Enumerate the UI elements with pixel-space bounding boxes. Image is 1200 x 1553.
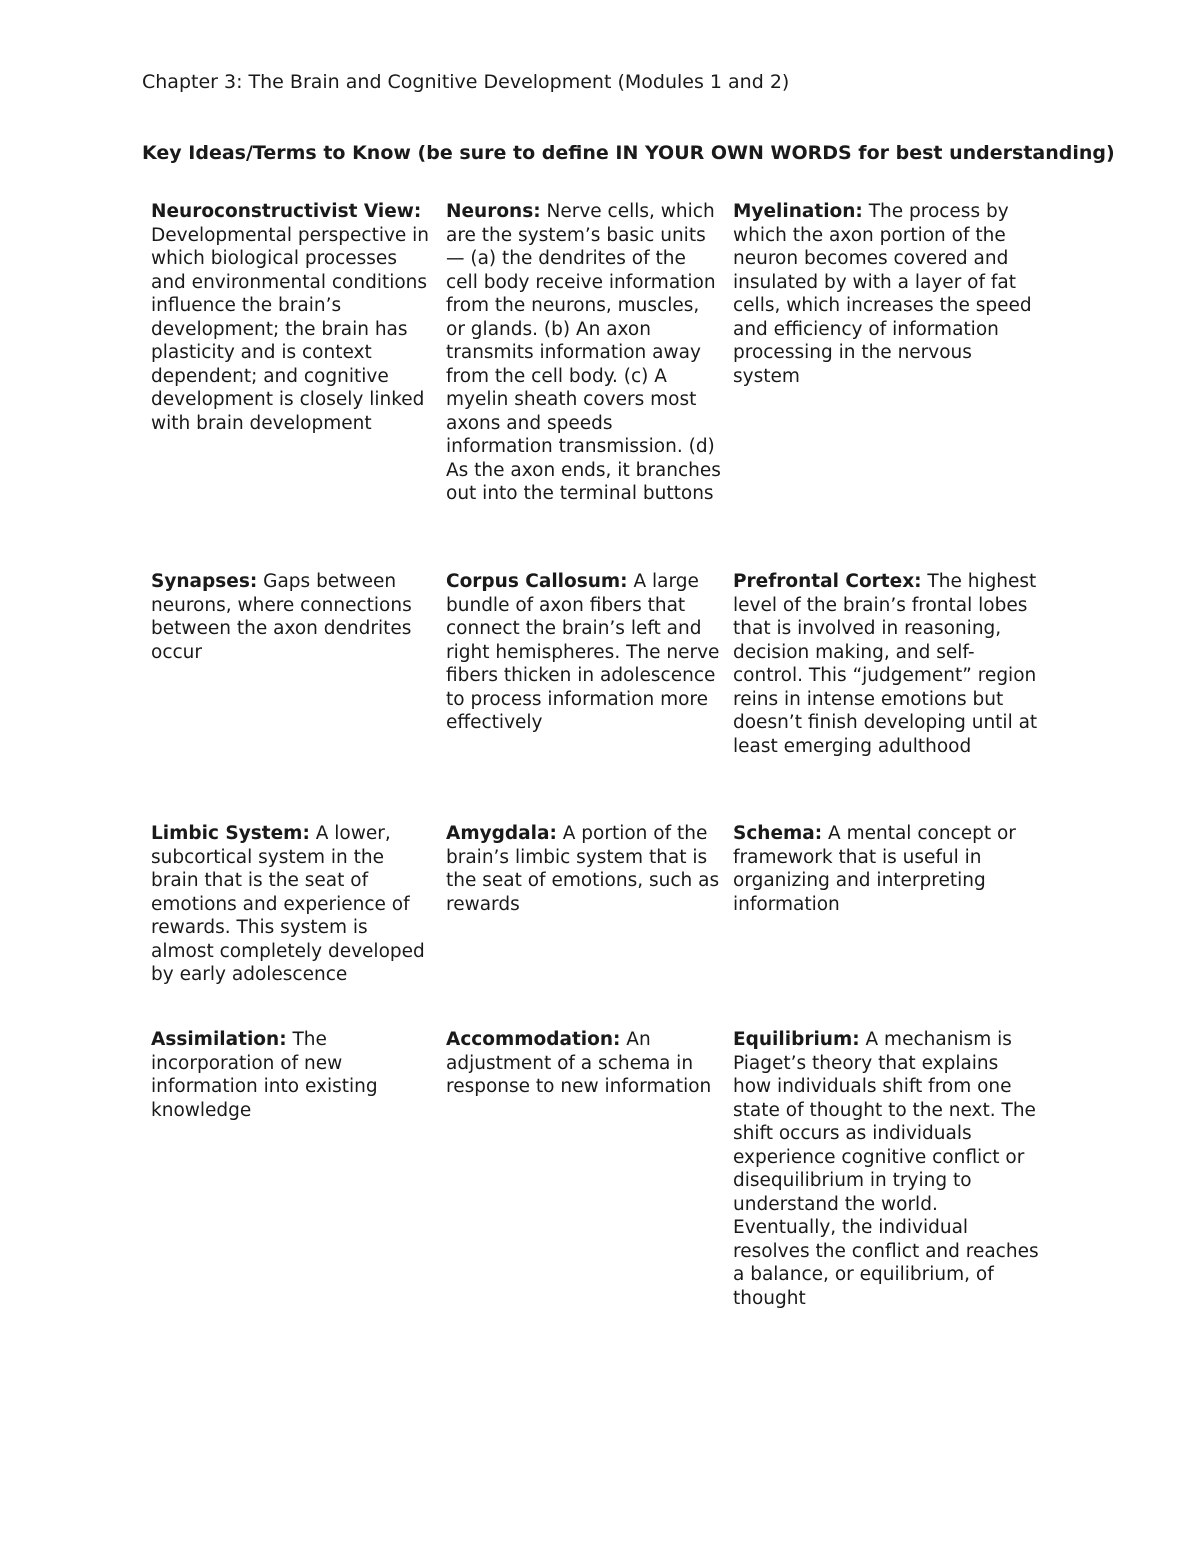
chapter-title: Chapter 3: The Brain and Cognitive Development (Modules 1 and 2) — [142, 71, 790, 93]
term-definition: A portion of the brain’s limbic system that is the seat of emotions, such as rewards — [446, 823, 720, 915]
term-entry — [733, 200, 1051, 570]
term-definition: A large bundle of axon fibers that connect the brain’s left and right hemispheres. The nerve fibers thicken in adolescence to process information more effectively — [446, 571, 720, 733]
terms-table — [151, 200, 1051, 1310]
term-definition: Gaps between neurons, where connections between the axon dendrites occur — [151, 571, 412, 663]
term-definition: Nerve cells, which are the system’s basic units — (a) the dendrites of the cell body receive information from the neurons, muscles, or glands. (b) An axon transmits information away from the cell body. (c) A myelin sheath covers most axons and speeds information transmission. (d) As the axon ends, it branches out into the terminal buttons — [446, 201, 721, 504]
term-entry — [733, 1028, 1051, 1310]
term-name: Equilibrium: — [733, 1029, 860, 1050]
term-entry — [733, 570, 1051, 822]
term-name: Neurons: — [446, 201, 541, 222]
term-entry — [151, 200, 446, 570]
term-name: Prefrontal Cortex: — [733, 571, 922, 592]
key-terms-heading: Key Ideas/Terms to Know (be sure to define IN YOUR OWN WORDS for best understanding) — [142, 142, 1115, 164]
term-name: Accommodation: — [446, 1029, 621, 1050]
term-entry — [151, 1028, 446, 1310]
term-name: Amygdala: — [446, 823, 557, 844]
term-name: Synapses: — [151, 571, 258, 592]
term-entry — [446, 1028, 733, 1310]
term-definition: A mechanism is Piaget’s theory that explains how individuals shift from one state of thought to the next. The shift occurs as individuals experience cognitive conflict or disequilibrium in trying to understand the world. Eventually, the individual resolves the conflict and reaches a balance, or equilibrium, of thought — [733, 1029, 1039, 1309]
term-definition: A mental concept or framework that is useful in organizing and interpreting information — [733, 823, 1016, 915]
term-name: Myelination: — [733, 201, 863, 222]
term-definition: Developmental perspective in which biological processes and environmental conditions influence the brain’s development; the brain has plasticity and is context dependent; and cognitive development is closely linked with brain development — [151, 224, 430, 434]
term-entry — [446, 822, 733, 1028]
term-definition: An adjustment of a schema in response to new information — [446, 1029, 712, 1097]
term-name: Limbic System: — [151, 823, 310, 844]
term-definition: A lower, subcortical system in the brain that is the seat of emotions and experience of rewards. This system is almost completely developed by early adolescence — [151, 823, 425, 985]
term-name: Corpus Callosum: — [446, 571, 628, 592]
term-definition: The process by which the axon portion of the neuron becomes covered and insulated by with a layer of fat cells, which increases the speed and efficiency of information processing in the nervous system — [733, 201, 1032, 387]
term-name: Schema: — [733, 823, 823, 844]
term-entry — [733, 822, 1051, 1028]
term-entry — [446, 200, 733, 570]
term-entry — [151, 570, 446, 822]
term-definition: The highest level of the brain’s frontal lobes that is involved in reasoning, decision making, and self-control. This “judgement” region reins in intense emotions but doesn’t finish developing until at least emerging adulthood — [733, 571, 1038, 757]
term-entry — [446, 570, 733, 822]
term-definition: The incorporation of new information into existing knowledge — [151, 1029, 378, 1121]
term-name: Neuroconstructivist View: — [151, 201, 422, 222]
term-entry — [151, 822, 446, 1028]
term-name: Assimilation: — [151, 1029, 287, 1050]
